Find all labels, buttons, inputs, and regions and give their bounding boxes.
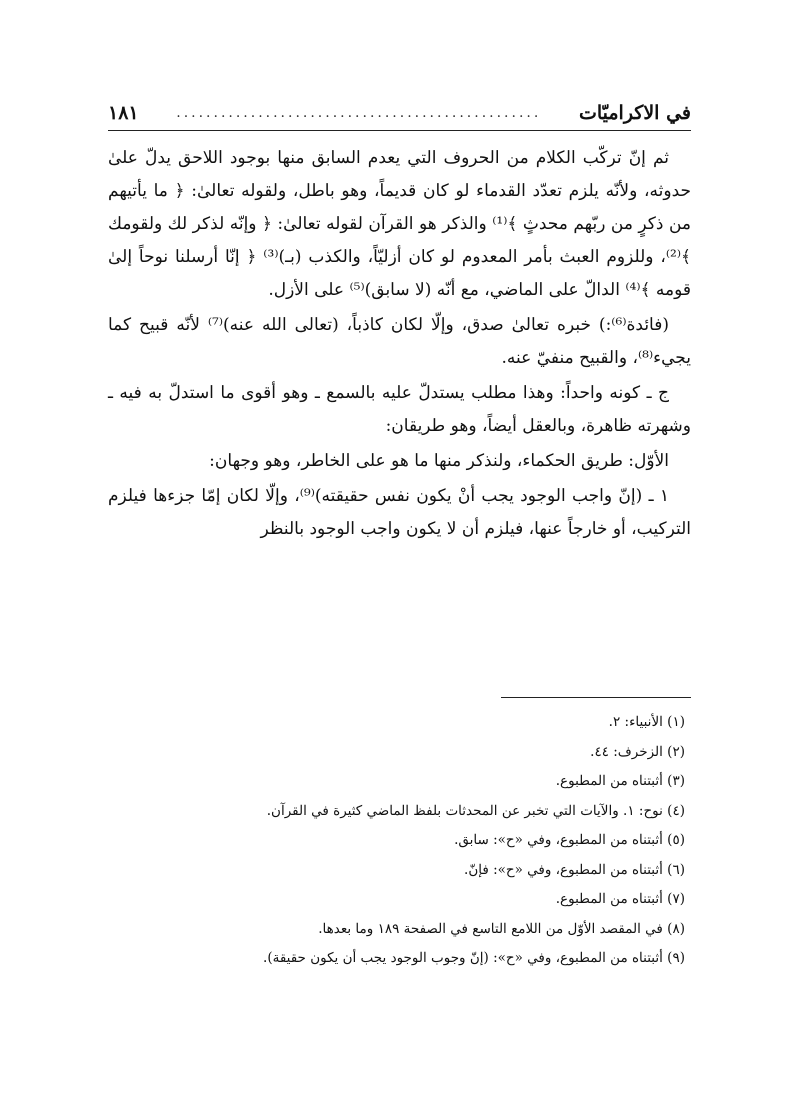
footnote: (٣) أثبتناه من المطبوع. xyxy=(555,773,685,789)
paragraph: الأوّل: طريق الحكماء، ولنذكر منها ما هو على الخاطر، وهو وجهان: xyxy=(209,451,669,471)
footnote: (٩) أثبتناه من المطبوع، وفي «ح»: (إنّ وجوب الوجود يجب أن يكون حقيقة). xyxy=(263,950,685,966)
page-number: ١٨١ xyxy=(108,102,139,124)
footnote-separator xyxy=(501,697,691,698)
footnote: (٨) في المقصد الأوّل من اللامع التاسع في الصفحة ١٨٩ وما بعدها. xyxy=(318,920,685,937)
paragraph: (فائدة⁽⁶⁾:) خبره تعالىٰ صدق، وإلّا لكان كاذباً، (تعالى الله عنه)⁽⁷⁾ لأنّه قبيح كما يجيء⁽⁸⁾، والقبيح منفيّ عنه. xyxy=(108,315,691,368)
running-header xyxy=(108,96,691,131)
paragraph: ج ـ كونه واحداً: وهذا مطلب يستدلّ عليه بالسمع ـ وهو أقوى ما استدلّ به فيه ـ وشهرته ظاهرة، وبالعقل أيضاً، وهو طريقان: xyxy=(108,383,691,436)
header-leader: ................................................. xyxy=(176,105,542,121)
main-text xyxy=(108,142,691,548)
footnote: (٢) الزخرف: ٤٤. xyxy=(590,743,685,760)
paragraph: ١ ـ (إنّ واجب الوجود يجب أنْ يكون نفس حقيقته)⁽⁹⁾، وإلّا لكان إمّا جزءها فيلزم التركيب، أو خارجاً عنها، فيلزم أن لا يكون واجب الوجود بالنظر xyxy=(108,486,691,539)
footnote: (٤) نوح: ١. والآيات التي تخبر عن المحدثات بلفظ الماضي كثيرة في القرآن. xyxy=(266,802,685,819)
footnote: (٧) أثبتناه من المطبوع. xyxy=(555,891,685,907)
footnotes xyxy=(108,708,685,974)
paragraph: ثم إنّ تركّب الكلام من الحروف التي يعدم السابق منها بوجود اللاحق يدلّ علىٰ حدوثه، ولأنّه يلزم تعدّد القدماء لو كان قديماً، وهو باطل، ولقوله تعالىٰ: ﴿ ما يأتيهم من ذكرٍ من ربّهم محدثٍ ﴾⁽¹⁾ والذكر هو القرآن لقوله تعالىٰ: ﴿ وإنّه لذكر لك ولقومك ﴾⁽²⁾، وللزوم العبث بأمر المعدوم لو كان أزليّاً، والكذب (بـ)⁽³⁾ ﴿ إنّا أرسلنا نوحاً إلىٰ قومه ﴾⁽⁴⁾ الدالّ على الماضي، مع أنّه (لا سابق)⁽⁵⁾ على الأزل. xyxy=(108,148,691,300)
chapter-title: في الاكراميّات xyxy=(578,102,691,124)
footnote: (١) الأنبياء: ٢. xyxy=(608,714,685,730)
footnote: (٥) أثبتناه من المطبوع، وفي «ح»: سابق. xyxy=(454,832,685,848)
footnote: (٦) أثبتناه من المطبوع، وفي «ح»: فإنّ. xyxy=(464,861,685,878)
